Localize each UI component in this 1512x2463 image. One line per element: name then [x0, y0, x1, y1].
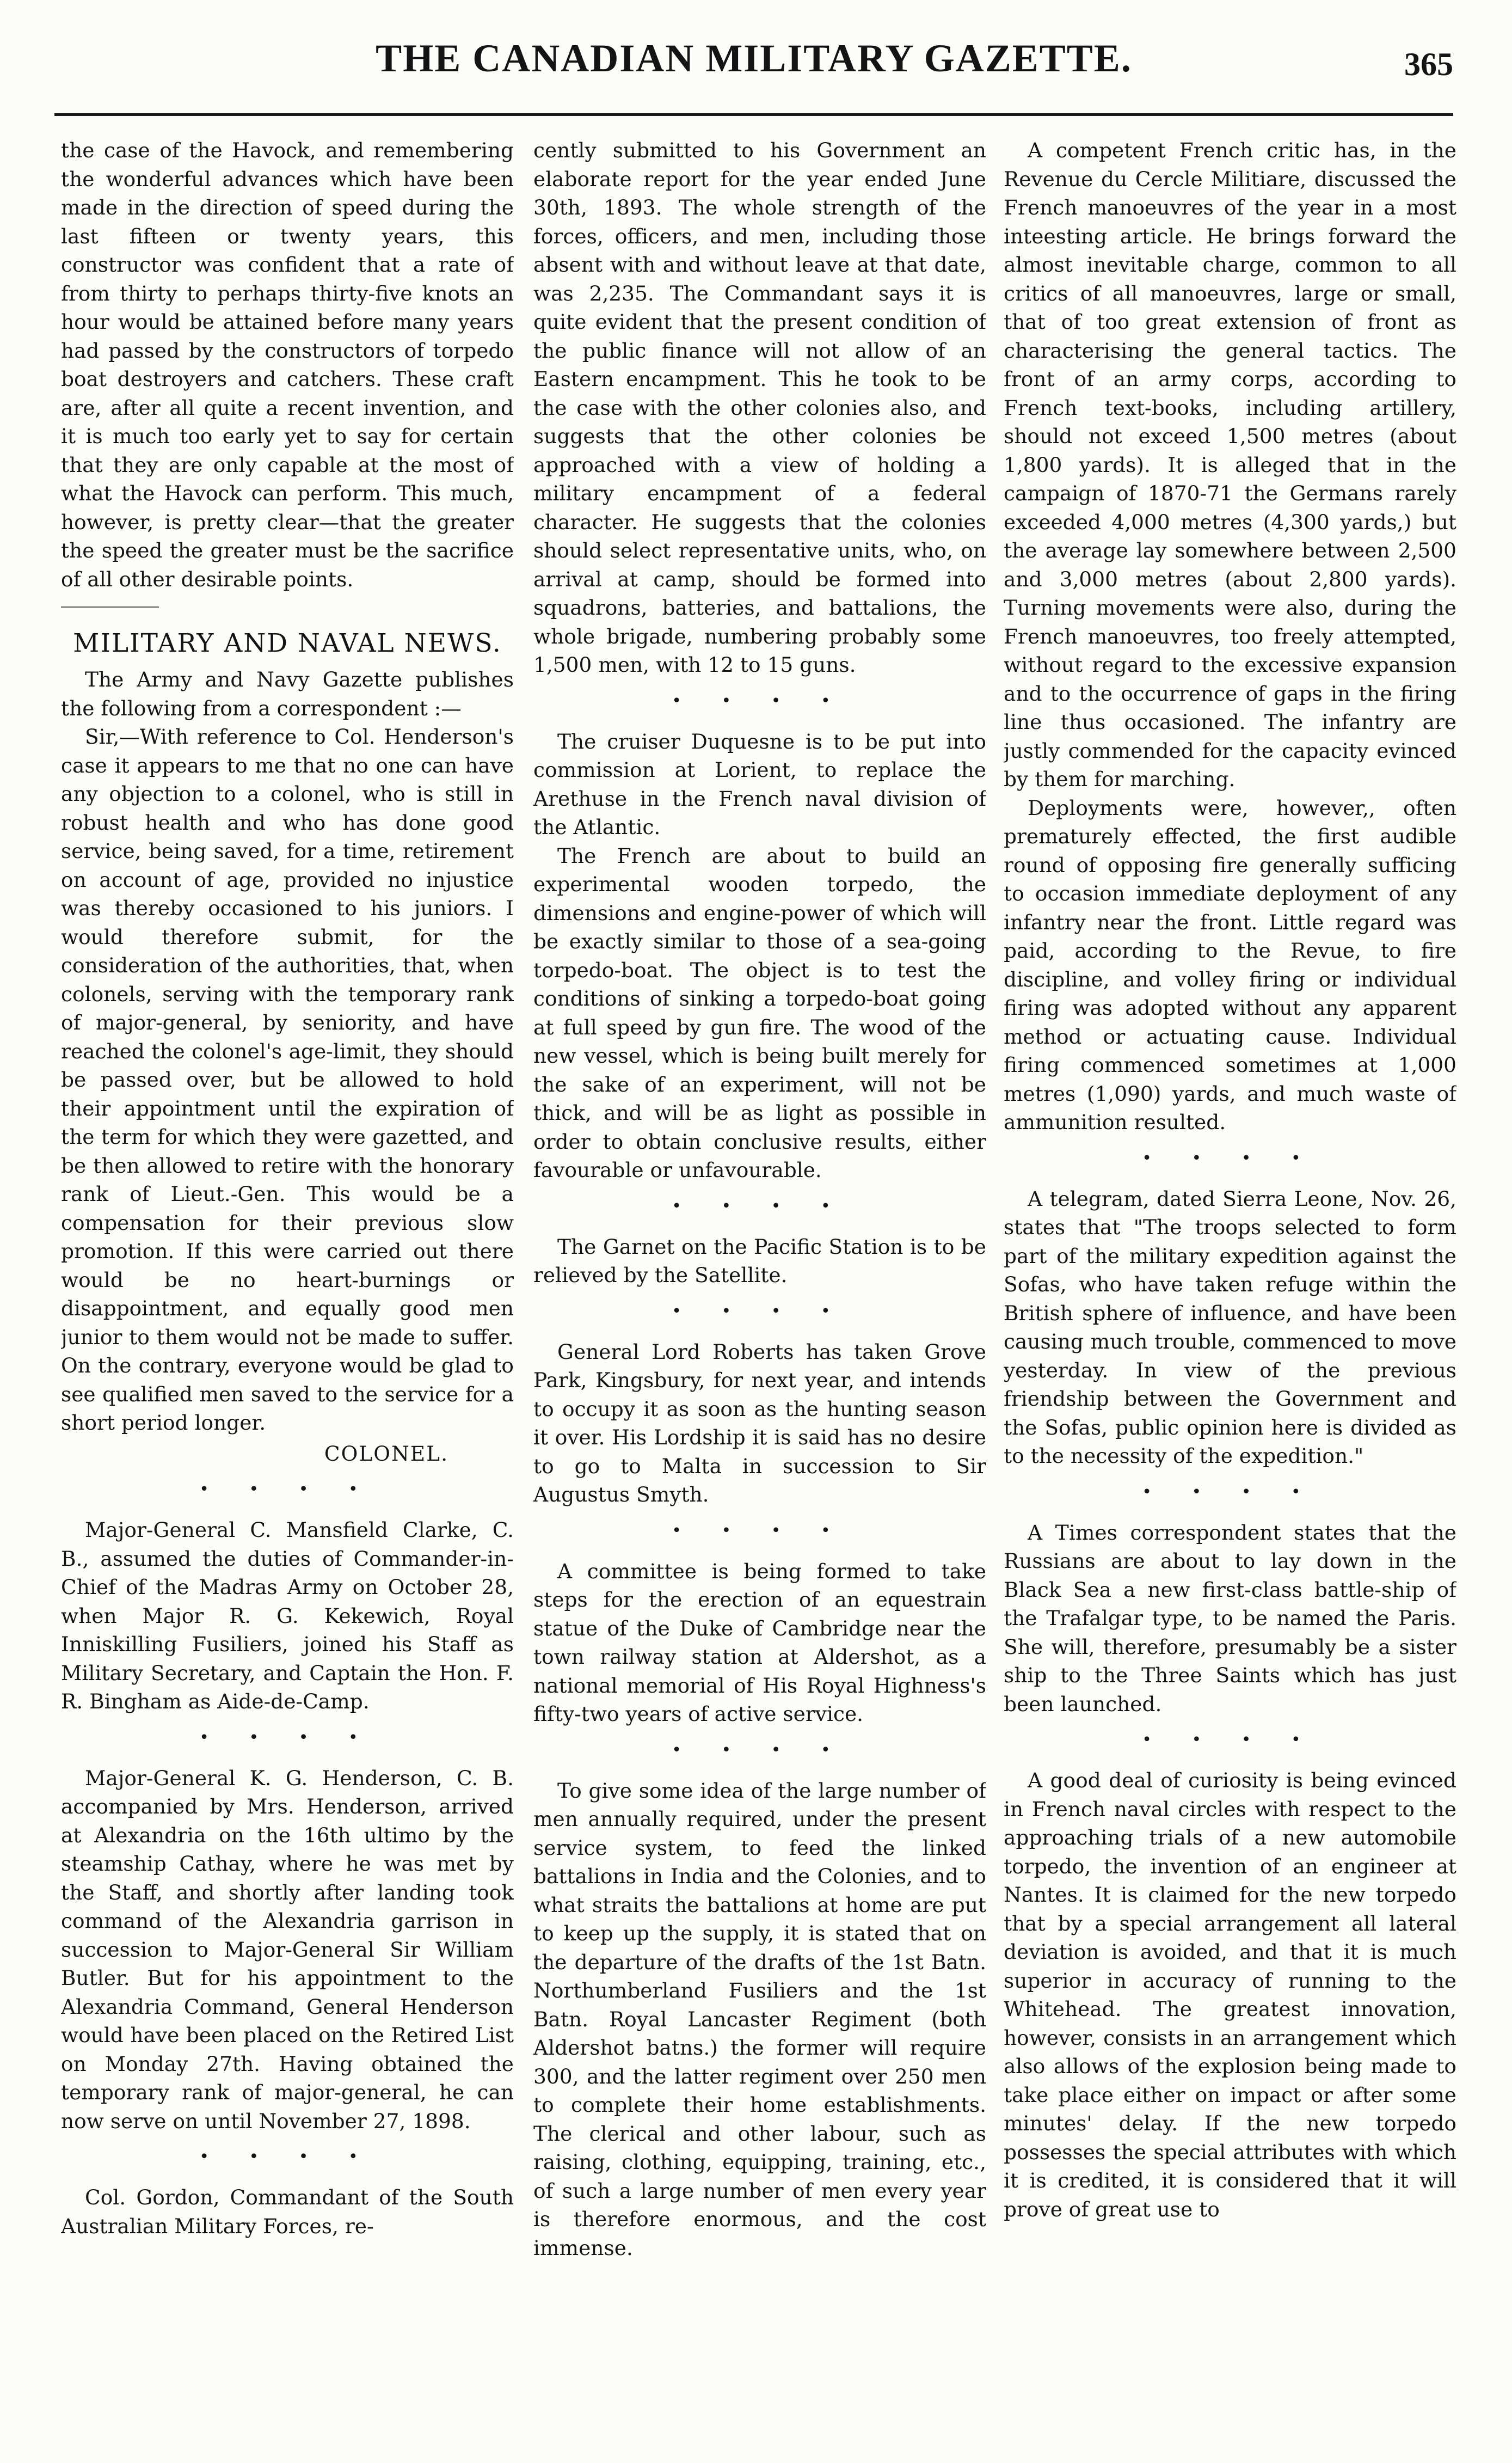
separator-stars: • • • •: [1142, 1482, 1318, 1502]
separator-stars: • • • •: [672, 1740, 848, 1760]
separator-stars: • • • •: [1142, 1148, 1318, 1168]
column-right: [1004, 136, 1456, 2444]
article-gordon: Col. Gordon, Commandant of the South Australian Military Forces, re-: [61, 2185, 514, 2238]
separator-stars: • • • •: [672, 1521, 848, 1540]
article-letter-intro: The Army and Navy Gazette publishes the following from a correspondent :—: [61, 667, 514, 720]
article-duquesne: The cruiser Duquesne is to be put into commission at Lorient, to replace the Arethuse in the French naval division of the Atlantic.: [533, 729, 986, 839]
article-automobile-torpedo: A good deal of curiosity is being evinced in French naval circles with respect to the approaching trials of a new automobile torpedo, the invention of an engineer at Nantes. It is claimed for the new torpedo that by a special arrangement all lateral deviation is avoided, and that it is much superior in accuracy of running to the Whitehead. The greatest innovation, however, consists in an arrangement which also allows of the explosion being made to take place either on impact or after some minutes' delay. If the new torpedo possesses the special attributes with which it is credited, it is considered that it will prove of great use to: [1004, 1768, 1456, 2221]
article-sierra-leone: A telegram, dated Sierra Leone, Nov. 26, states that "The troops selected to form part of the military expedition against the Sofas, who have taken refuge within the British sphere of influence, and have been causing much trouble, commenced to move yesterday. In view of the previous friendship between the Government and the Sofas, public opinion here is divided as to the necessity of the expedition.": [1004, 1186, 1456, 1468]
article-times-russia: A Times correspondent states that the Russians are about to lay down in the Black Sea a new first-class battle-ship of the Trafalgar type, to be named the Paris. She will, therefore, presumably be a sister ship to the Three Saints which has just been launched.: [1004, 1520, 1456, 1716]
article-clarke: Major-General C. Mansfield Clarke, C. B., assumed the duties of Commander-in-Chief of the Madras Army on October 28, when Major R. G. Kekewich, Royal Inniskilling Fusiliers, joined his Staff as Military Secretary, and Captain the Hon. F. R. Bingham as Aide-de-Camp.: [61, 1518, 514, 1713]
column-middle: [533, 136, 986, 2444]
separator-stars: • • • •: [199, 1727, 376, 1747]
letter-signature: COLONEL.: [324, 1441, 448, 1466]
article-garnet: The Garnet on the Pacific Station is to be relieved by the Satellite.: [533, 1234, 986, 1287]
article-drafts: To give some idea of the large number of men annually required, under the present service system, to feed the linked battalions in India and the Colonies, and to what straits the battalions at home are put to keep up the supply, it is stated that on the departure of the drafts of the 1st Batn. Northumberland Fusiliers and the 1st Batn. Royal Lancaster Regiment (both Aldershot batns.) the former will require 300, and the latter regiment over 250 men to complete their home establishments. The clerical and other labour, such as raising, clothing, equipping, training, etc., of such a large number of men every year is therefore enormous, and the cost immense.: [533, 1778, 986, 2260]
article-french-critic: A competent French critic has, in the Revenue du Cercle Militiare, discussed the French manoeuvres of the year in a most inteesting article. He brings forward the almost inevitable charge, common to all critics of all manoeuvres, large or small, that of too great extension of front as characterising the general tactics. The front of an army corps, according to French text-books, including artillery, should not exceed 1,500 metres (about 1,800 yards). It is alleged that in the campaign of 1870-71 the Germans rarely exceeded 4,000 metres (4,300 yards,) but the average lay somewhere between 2,500 and 3,000 metres (about 2,800 yards). Turning movements were also, during the French manoeuvres, too freely attempted, without regard to the excessive expansion and to the occurrence of gaps in the firing line thus occasioned. The infantry are justly commended for the capacity evinced by them for marching.: [1004, 138, 1456, 791]
separator-stars: • • • •: [1142, 1730, 1318, 1749]
section-rule: [61, 606, 159, 608]
section-heading: MILITARY AND NAVAL NEWS.: [73, 628, 502, 658]
article-gordon-continued: cently submitted to his Government an elaborate report for the year ended June 30th, 1893. The whole strength of the forces, officers, and men, including those absent with and without leave at that date, was 2,235. The Commandant says it is quite evident that the present condition of the public finance will not allow of an Eastern encampment. This he took to be the case with the other colonies also, and suggests that the other colonies be approached with a view of holding a military encampment of a federal character. He suggests that the colonies should select representative units, who, on arrival at camp, should be formed into squadrons, batteries, and battalions, the whole brigade, numbering probably some 1,500 men, with 12 to 15 guns.: [533, 138, 986, 677]
separator-stars: • • • •: [672, 691, 848, 710]
article-roberts: General Lord Roberts has taken Grove Park, Kingsbury, for next year, and intends to occupy it as soon as the hunting season it over. His Lordship it is said has no desire to go to Malta in succession to Sir Augustus Smyth.: [533, 1339, 986, 1506]
column-left: [61, 136, 514, 2444]
page-number: 365: [1404, 46, 1453, 82]
separator-stars: • • • •: [672, 1196, 848, 1216]
article-committee: A committee is being formed to take steps for the erection of an equestrain statue of the Duke of Cambridge near the town railway station at Aldershot, as a national memorial of His Royal Highness's fifty-two years of active service.: [533, 1559, 986, 1726]
separator-stars: • • • •: [199, 1480, 376, 1499]
separator-stars: • • • •: [672, 1301, 848, 1321]
article-deployments: Deployments were, however,, often prematurely effected, the first audible round of opposing fire generally sufficing to occasion immediate deployment of any infantry near the front. Little regard was paid, according to the Revue, to fire discipline, and volley firing or individual firing was adopted without any apparent method or actuating cause. Individual firing commenced sometimes at 1,000 metres (1,090) yards, and much waste of ammunition resulted.: [1004, 795, 1456, 1134]
article-letter-body: Sir,—With reference to Col. Henderson's case it appears to me that no one can have any objection to a colonel, who is still in robust health and who has done good service, being saved, for a time, retirement on account of age, provided no injustice was thereby occasioned to his juniors. I would therefore submit, for the consideration of the authorities, that, when colonels, serving with the temporary rank of major-general, by seniority, and have reached the colonel's age-limit, they should be passed over, but be allowed to hold their appointment until the expiration of the term for which they were gazetted, and be then allowed to retire with the honorary rank of Lieut.-Gen. This would be a compensation for their previous slow promotion. If this were carried out there would be no heart-burnings or disappointment, and equally good men junior to them would not be made to suffer. On the contrary, everyone would be glad to see qualified men saved to the service for a short period longer.: [61, 725, 514, 1435]
article-wooden-torpedo: The French are about to build an experimental wooden torpedo, the dimensions and engine-power of which will be exactly similar to those of a sea-going torpedo-boat. The object is to test the conditions of sinking a torpedo-boat going at full speed by gun fire. The wood of the new vessel, which is being built merely for the sake of an experiment, will not be thick, and will be as light as possible in order to obtain conclusive results, either favourable or unfavourable.: [533, 843, 986, 1182]
page-title: THE CANADIAN MILITARY GAZETTE.: [376, 36, 1132, 80]
masthead: [54, 32, 1453, 116]
article-havock-continued: the case of the Havock, and remembering the wonderful advances which have been made in the direction of speed during the last fifteen or twenty years, this constructor was confident that a rate of from thirty to perhaps thirty-five knots an hour would be attained before many years had passed by the constructors of torpedo boat destroyers and catchers. These craft are, after all quite a recent invention, and it is much too early yet to say for certain that they are only capable at the most of what the Havock can perform. This much, however, is pretty clear—that the greater the speed the greater must be the sacrifice of all other desirable points.: [61, 138, 514, 591]
article-henderson: Major-General K. G. Henderson, C. B. accompanied by Mrs. Henderson, arrived at Alexandria on the 16th ultimo by the steamship Cathay, where he was met by the Staff, and shortly after landing took command of the Alexandria garrison in succession to Major-General Sir William Butler. But for his appointment to the Alexandria Command, General Henderson would have been placed on the Retired List on Monday 27th. Having obtained the temporary rank of major-general, he can now serve on until November 27, 1898.: [61, 1766, 514, 2133]
separator-stars: • • • •: [199, 2147, 376, 2166]
